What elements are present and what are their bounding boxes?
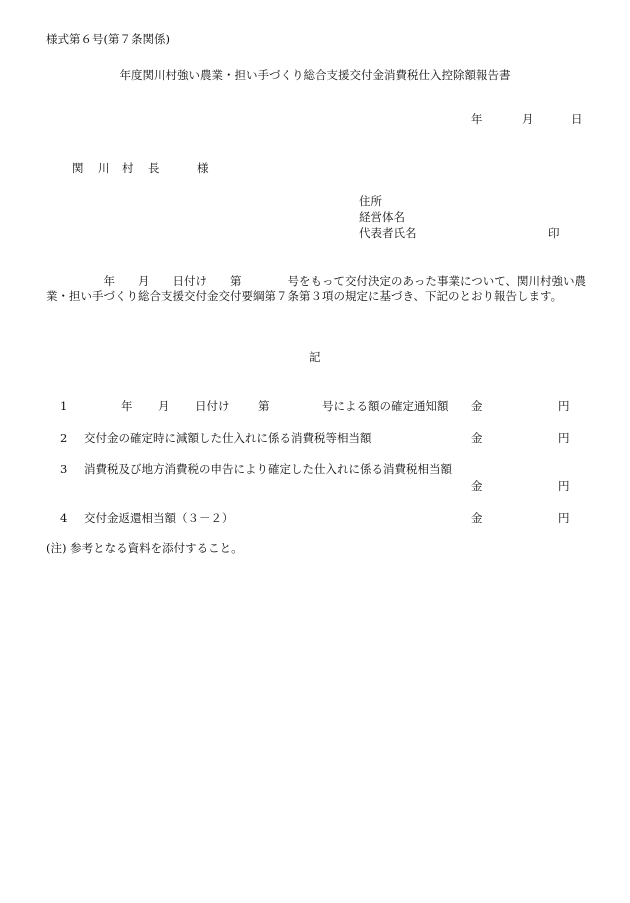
item3-text: 消費税及び地方消費税の申告により確定した仕入れに係る消費税相当額 (84, 462, 452, 476)
item-number: 3 (60, 462, 68, 476)
addressee-honorific: 様 (197, 161, 209, 175)
item2-yen: 円 (558, 431, 570, 445)
seal-mark: 印 (548, 226, 560, 240)
item4-yen: 円 (558, 511, 570, 525)
form-number: 様式第６号(第７条関係) (46, 32, 170, 46)
addressee-char: 長 (148, 161, 160, 175)
item-number: 1 (60, 399, 68, 413)
item4-text: 交付金返還相当額（３－２） (84, 511, 234, 525)
item-number: 4 (60, 511, 68, 525)
document-title: 年度関川村強い農業・担い手づくり総合支援交付金消費税仕入控除額報告書 (119, 68, 511, 82)
item3-kin: 金 (471, 479, 483, 493)
body-paragraph: 年 月 日付け 第 号をもって交付決定のあった事業について、関川村強い農業・担い手づくり総合支援交付金交付要綱第７条第３項の規定に基づき、下記のとおり報告します。 (46, 274, 586, 303)
addressee-char: 関 (72, 161, 84, 175)
item2-text: 交付金の確定時に減額した仕入れに係る消費税等相当額 (84, 431, 372, 445)
item3-yen: 円 (558, 479, 570, 493)
item1-yen: 円 (558, 399, 570, 413)
item1-day: 日付け (195, 399, 230, 413)
item1-kin: 金 (471, 399, 483, 413)
item1-text: 号による額の確定通知額 (322, 399, 449, 413)
addressee-char: 川 (98, 161, 110, 175)
date-year-label: 年 (471, 112, 483, 126)
ki-heading: 記 (309, 350, 321, 364)
date-day-label: 日 (571, 112, 583, 126)
item-number: 2 (60, 431, 68, 445)
item1-no: 第 (258, 399, 270, 413)
applicant-representative-label: 代表者氏名 (359, 226, 417, 240)
item2-kin: 金 (471, 431, 483, 445)
item1-month: 月 (158, 399, 170, 413)
date-month-label: 月 (522, 112, 534, 126)
applicant-entity-label: 経営体名 (359, 210, 405, 224)
addressee-char: 村 (122, 161, 134, 175)
item1-year: 年 (121, 399, 133, 413)
note: (注) 参考となる資料を添付すること。 (46, 541, 243, 555)
item4-kin: 金 (471, 511, 483, 525)
applicant-address-label: 住所 (359, 194, 382, 208)
